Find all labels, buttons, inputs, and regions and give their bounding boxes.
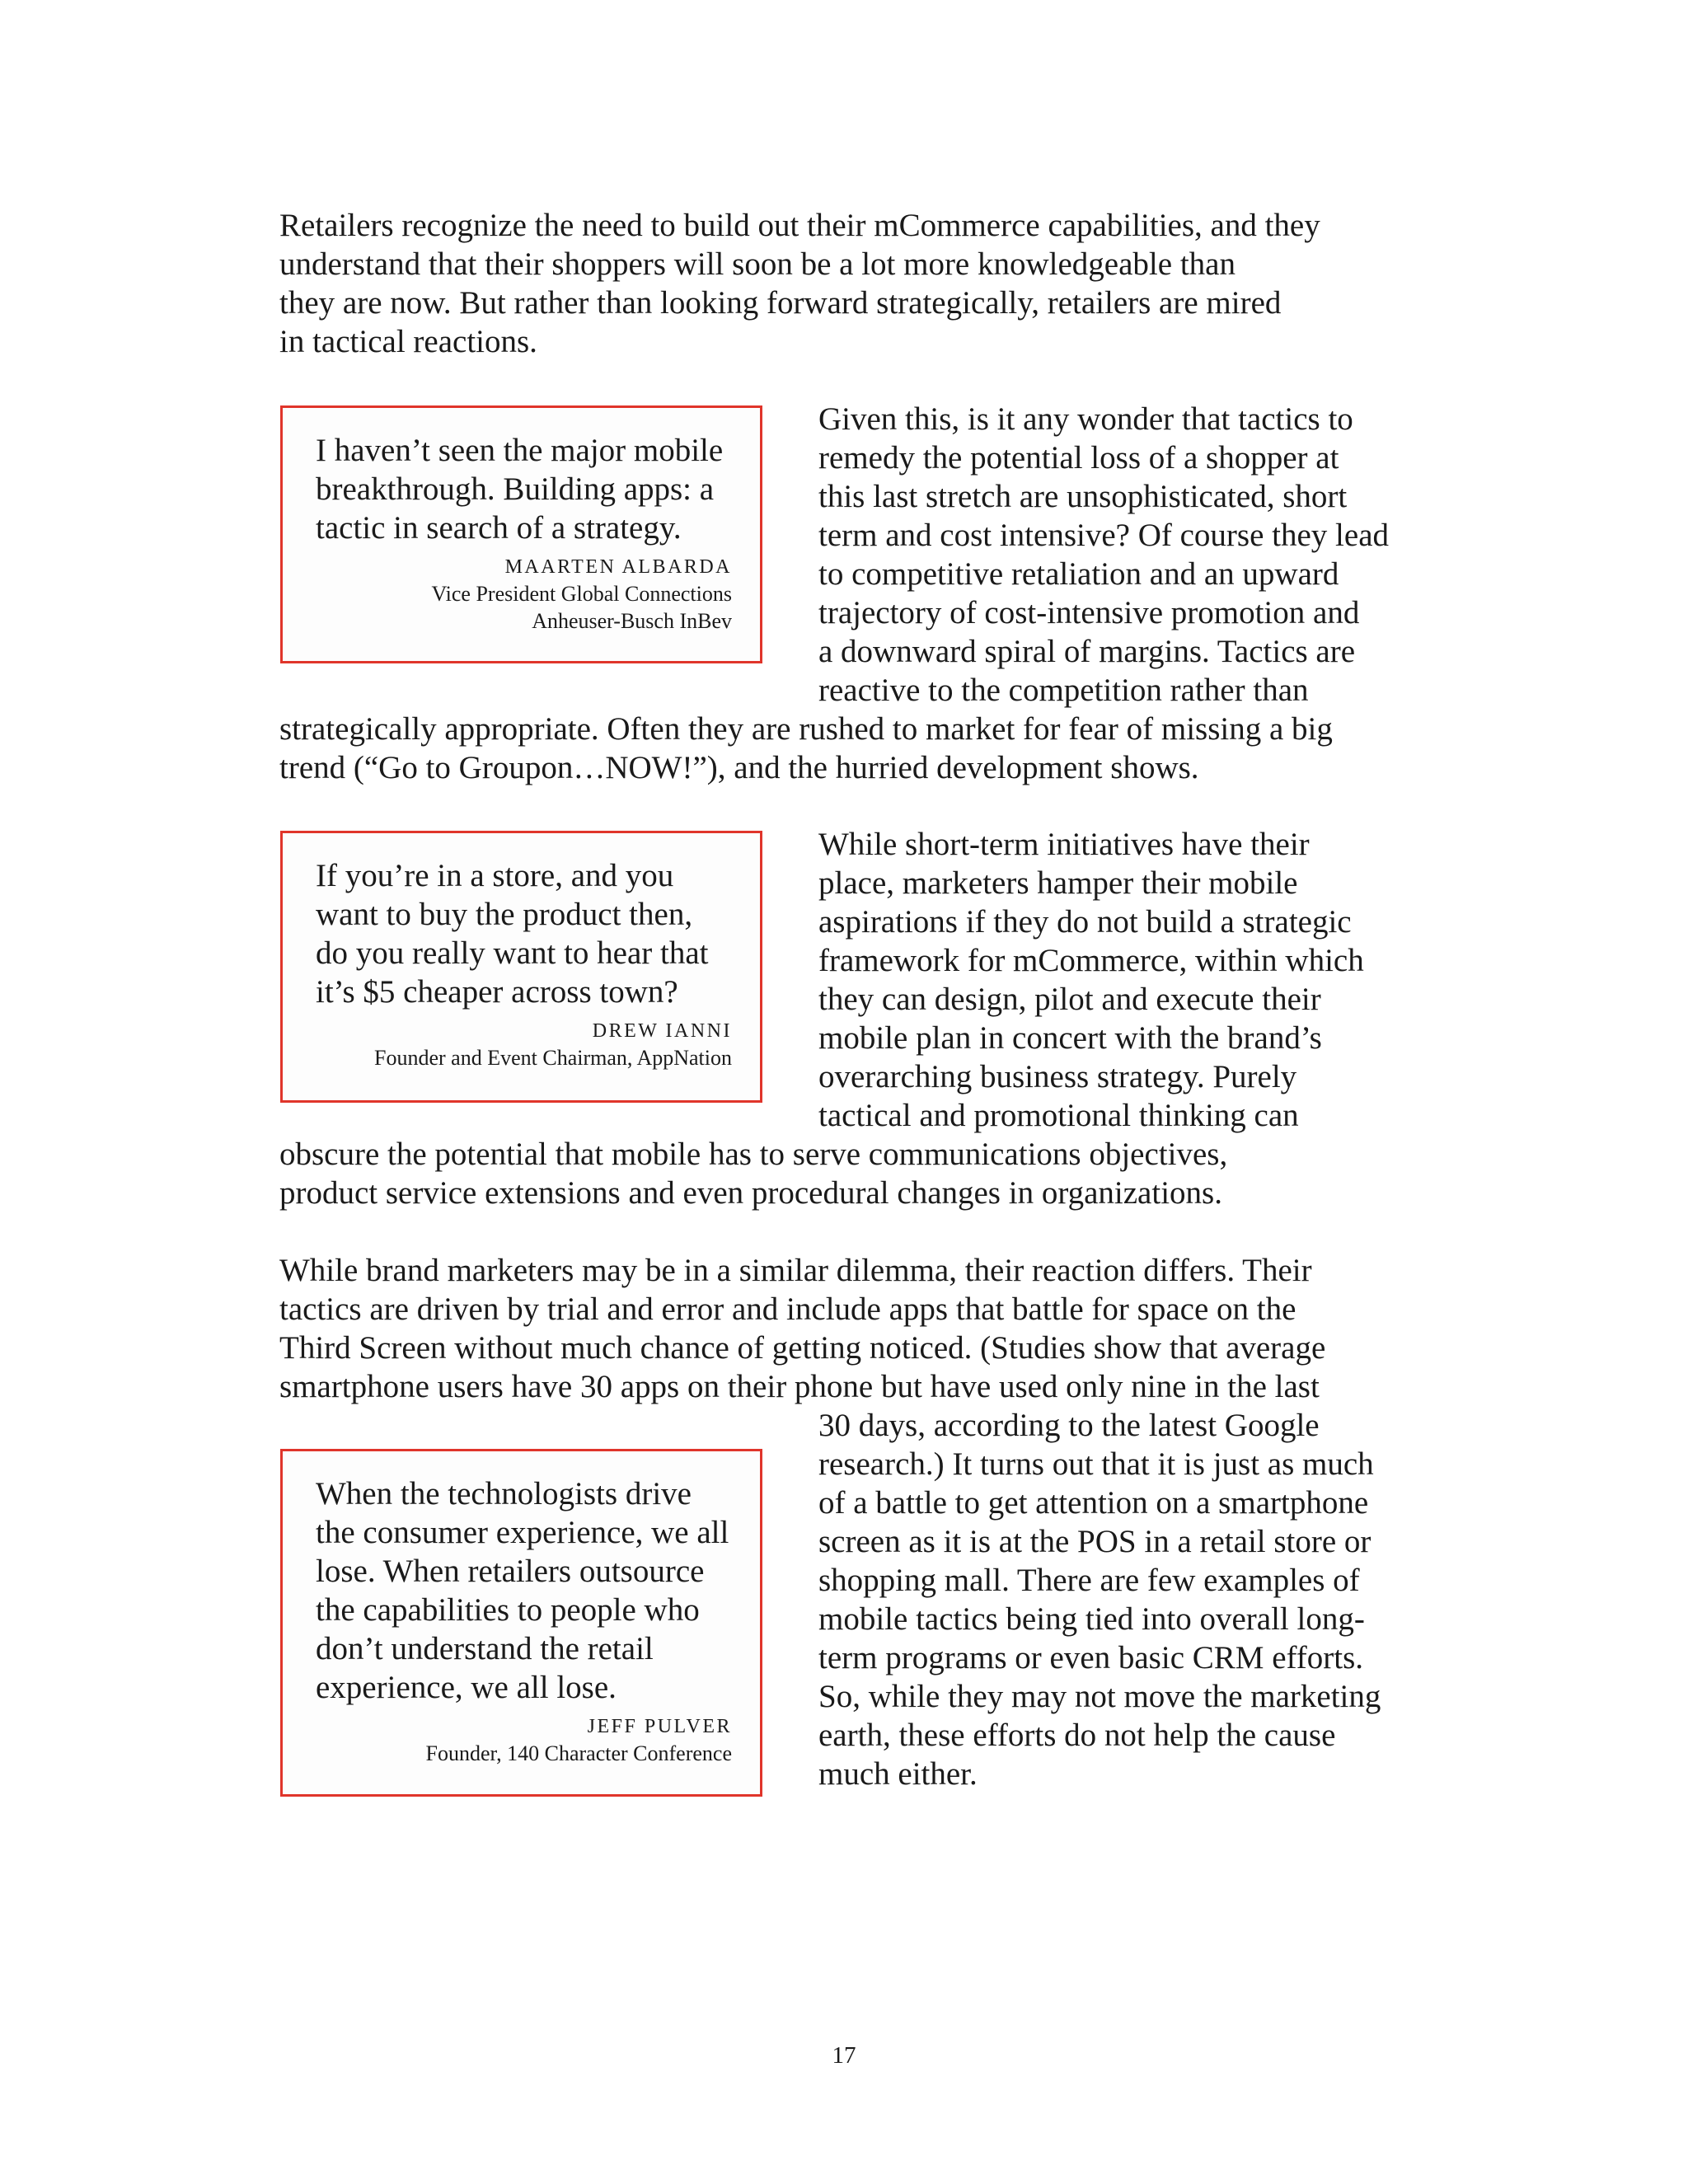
body-text-line: overarching business strategy. Purely (818, 1059, 1297, 1094)
quote-text (316, 856, 732, 1011)
body-text-line: earth, these efforts do not help the cause (818, 1718, 1336, 1753)
body-text-line: 30 days, according to the latest Google (818, 1408, 1320, 1443)
body-text-line: Retailers recognize the need to build out their mCommerce capabilities, and they (279, 208, 1320, 243)
quote-author-organization: Anheuser-Busch InBev (532, 609, 732, 633)
body-text-line: they are now. But rather than looking forward strategically, retailers are mired (279, 285, 1282, 321)
body-text-line: to competitive retaliation and an upward (818, 556, 1339, 592)
quote-line: When the technologists drive (316, 1476, 692, 1511)
body-text-line: So, while they may not move the marketing (818, 1679, 1381, 1714)
body-text-line: trajectory of cost-intensive promotion and (818, 595, 1360, 630)
quote-line: want to buy the product then, (316, 897, 693, 932)
body-text-line: Third Screen without much chance of getting noticed. (Studies show that average (279, 1330, 1326, 1366)
body-text-line: term programs or even basic CRM efforts. (818, 1640, 1364, 1675)
quote-author-title: Vice President Global Connections (431, 582, 732, 606)
quote-text (316, 431, 732, 547)
quote-line: lose. When retailers outsource (316, 1554, 705, 1589)
body-text-line: in tactical reactions. (279, 324, 537, 359)
quote-line: it’s $5 cheaper across town? (316, 974, 678, 1010)
quote-line: breakthrough. Building apps: a (316, 471, 715, 507)
body-text-line: tactical and promotional thinking can (818, 1098, 1299, 1133)
quote-attribution (316, 1713, 732, 1767)
body-text-line: Given this, is it any wonder that tactics to (818, 401, 1353, 437)
body-text-line: smartphone users have 30 apps on their phone but have used only nine in the last (279, 1369, 1320, 1404)
body-text-line: strategically appropriate. Often they are rushed to market for fear of missing a big (279, 711, 1333, 747)
body-text-line: framework for mCommerce, within which (818, 943, 1364, 978)
quote-line: If you’re in a store, and you (316, 858, 674, 893)
quote-author-name: DREW IANNI (592, 1020, 732, 1042)
quote-line: the capabilities to people who (316, 1592, 700, 1628)
body-text-line: shopping mall. There are few examples of (818, 1563, 1360, 1598)
quote-line: tactic in search of a strategy. (316, 510, 682, 546)
body-text-line: understand that their shoppers will soon be a lot more knowledgeable than (279, 246, 1236, 282)
quote-author-name: JEFF PULVER (587, 1716, 732, 1737)
quote-author-title: Founder and Event Chairman, AppNation (374, 1046, 732, 1070)
quote-author-name: MAARTEN ALBARDA (504, 556, 732, 578)
pull-quote (280, 405, 762, 663)
body-text-line: place, marketers hamper their mobile (818, 865, 1298, 901)
quote-line: experience, we all lose. (316, 1670, 617, 1705)
quote-author-title: Founder, 140 Character Conference (425, 1741, 732, 1765)
body-text-line: While short-term initiatives have their (818, 827, 1310, 862)
body-text-line: a downward spiral of margins. Tactics are (818, 634, 1356, 669)
body-text-line: product service extensions and even procedural changes in organizations. (279, 1175, 1222, 1211)
body-text-line: they can design, pilot and execute their (818, 982, 1321, 1017)
quote-attribution (316, 554, 732, 635)
body-text-line: While brand marketers may be in a similar dilemma, their reaction differs. Their (279, 1253, 1312, 1288)
quote-attribution (316, 1018, 732, 1071)
body-text-line: remedy the potential loss of a shopper at (818, 440, 1339, 476)
pull-quote (280, 1449, 762, 1797)
body-text-line: aspirations if they do not build a strategic (818, 904, 1352, 940)
quote-line: I haven’t seen the major mobile (316, 433, 724, 468)
body-text-line: trend (“Go to Groupon…NOW!”), and the hurried development shows. (279, 750, 1199, 785)
quote-line: the consumer experience, we all (316, 1515, 729, 1550)
body-text-line: screen as it is at the POS in a retail store or (818, 1524, 1372, 1559)
body-text-line: tactics are driven by trial and error and include apps that battle for space on the (279, 1291, 1296, 1327)
body-text-line: this last stretch are unsophisticated, short (818, 479, 1348, 514)
body-text-line: research.) It turns out that it is just as much (818, 1446, 1374, 1482)
body-text-line: much either. (818, 1756, 978, 1792)
body-text-line: term and cost intensive? Of course they lead (818, 518, 1390, 553)
body-text-line: mobile plan in concert with the brand’s (818, 1020, 1322, 1056)
body-text-line: mobile tactics being tied into overall long- (818, 1601, 1365, 1637)
body-text-line: of a battle to get attention on a smartphone (818, 1485, 1369, 1521)
pull-quote (280, 831, 762, 1103)
body-text-line: reactive to the competition rather than (818, 673, 1309, 708)
quote-line: do you really want to hear that (316, 935, 709, 971)
quote-line: don’t understand the retail (316, 1631, 654, 1666)
page-number: 17 (832, 2042, 856, 2069)
body-text-line: obscure the potential that mobile has to serve communications objectives, (279, 1137, 1228, 1172)
quote-text (316, 1474, 732, 1707)
